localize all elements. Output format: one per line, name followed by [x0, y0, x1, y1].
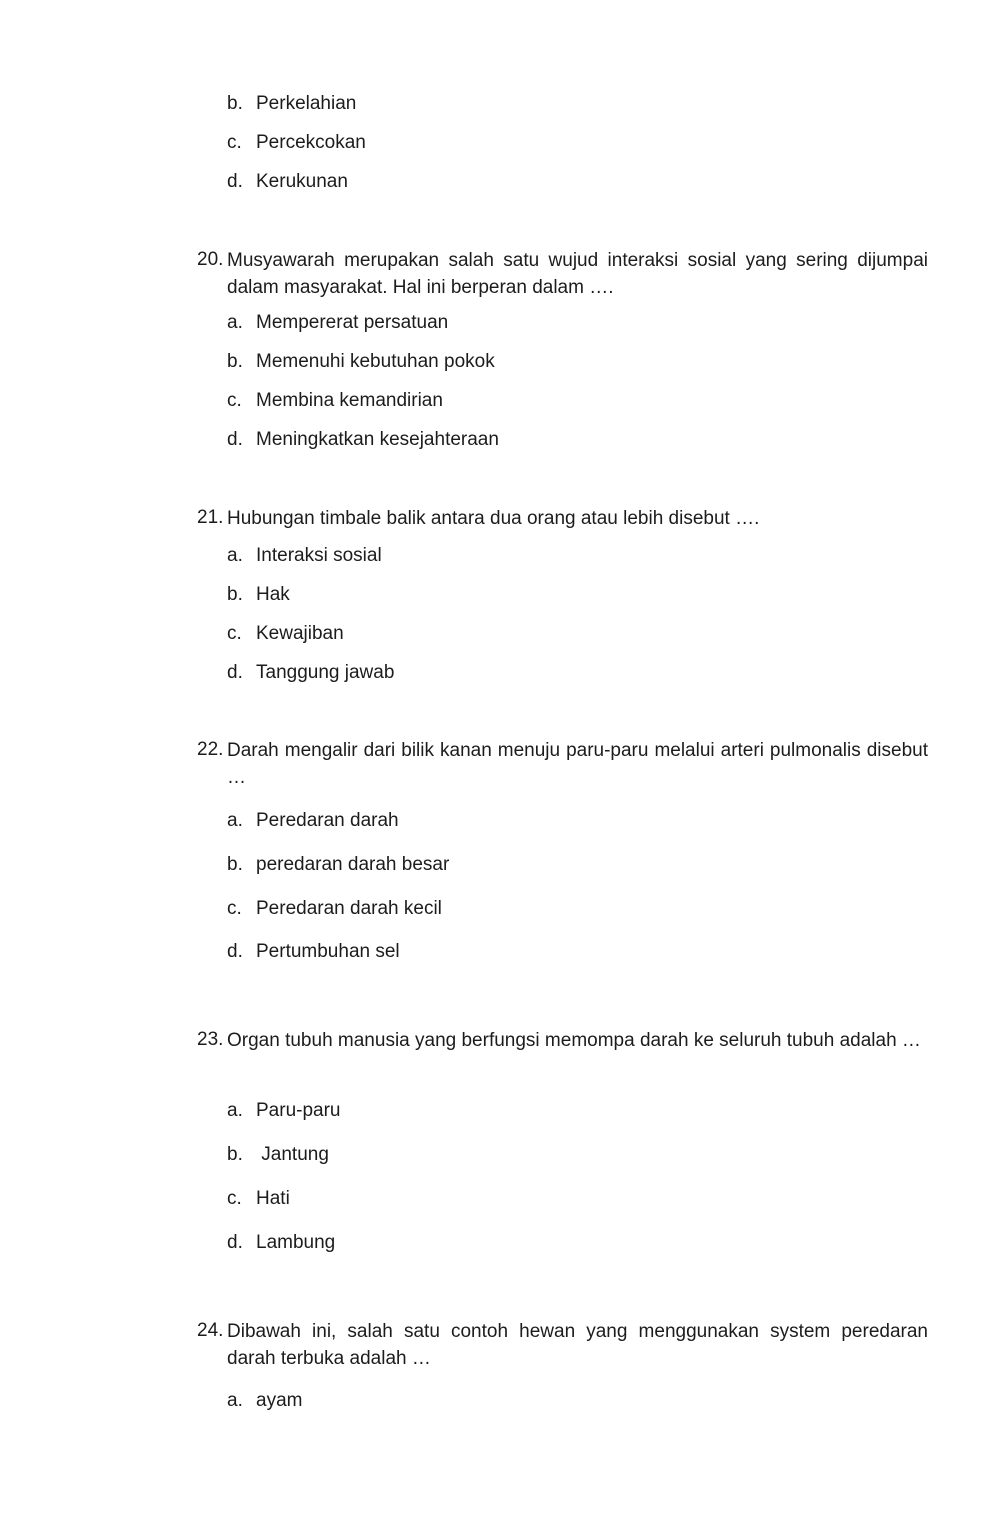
option-text: Lambung — [256, 1232, 336, 1253]
option-text: Mempererat persatuan — [256, 312, 449, 333]
option-letter: b. — [227, 1144, 243, 1165]
option-letter: d. — [227, 941, 243, 962]
option-item — [227, 660, 394, 686]
option-item — [227, 130, 366, 156]
question-20 — [197, 247, 928, 301]
option-text: peredaran darah besar — [256, 854, 450, 875]
question-text: Organ tubuh manusia yang berfungsi memompa darah ke seluruh tubuh adalah … — [227, 1030, 921, 1051]
option-text: Meningkatkan kesejahteraan — [256, 429, 499, 450]
option-letter: c. — [227, 390, 242, 411]
option-item — [227, 1142, 329, 1168]
option-letter: d. — [227, 171, 243, 192]
option-text: Memenuhi kebutuhan pokok — [256, 351, 495, 372]
option-text: Interaksi sosial — [256, 545, 382, 566]
option-item — [227, 582, 290, 608]
option-text: Pertumbuhan sel — [256, 941, 400, 962]
option-item — [227, 1388, 302, 1414]
option-item — [227, 1098, 341, 1124]
option-letter: b. — [227, 93, 243, 114]
option-letter: c. — [227, 132, 242, 153]
question-22 — [197, 737, 928, 791]
option-text: Jantung — [256, 1144, 329, 1165]
option-letter: b. — [227, 584, 243, 605]
option-item — [227, 939, 400, 965]
question-24 — [197, 1318, 928, 1372]
option-item — [227, 388, 443, 414]
option-letter: b. — [227, 351, 243, 372]
option-item — [227, 621, 344, 647]
option-letter: b. — [227, 854, 243, 875]
option-text: Tanggung jawab — [256, 662, 395, 683]
option-text: ayam — [256, 1390, 303, 1411]
option-letter: a. — [227, 810, 243, 831]
option-item — [227, 852, 449, 878]
option-letter: d. — [227, 429, 243, 450]
question-23 — [197, 1027, 928, 1054]
question-number: 22. — [197, 739, 224, 760]
option-text: Kerukunan — [256, 171, 348, 192]
option-item — [227, 349, 495, 375]
option-item — [227, 91, 356, 117]
option-item — [227, 169, 348, 195]
question-number: 23. — [197, 1029, 224, 1050]
option-letter: c. — [227, 1188, 242, 1209]
option-text: Membina kemandirian — [256, 390, 443, 411]
option-item — [227, 1230, 335, 1256]
option-item — [227, 543, 382, 569]
option-text: Hak — [256, 584, 290, 605]
question-text: Darah mengalir dari bilik kanan menuju paru-paru melalui arteri pulmonalis disebut … — [227, 740, 928, 788]
option-item — [227, 896, 442, 922]
option-letter: a. — [227, 1100, 243, 1121]
option-item — [227, 427, 499, 453]
question-text: Dibawah ini, salah satu contoh hewan yang menggunakan system peredaran darah terbuka adalah … — [227, 1321, 928, 1369]
option-letter: c. — [227, 623, 242, 644]
option-item — [227, 310, 448, 336]
option-letter: d. — [227, 662, 243, 683]
option-item — [227, 808, 399, 834]
question-number: 20. — [197, 249, 224, 270]
question-21 — [197, 505, 928, 532]
option-letter: a. — [227, 545, 243, 566]
option-letter: c. — [227, 898, 242, 919]
option-text: Hati — [256, 1188, 290, 1209]
question-text: Hubungan timbale balik antara dua orang atau lebih disebut …. — [227, 508, 760, 529]
option-text: Peredaran darah — [256, 810, 399, 831]
option-item — [227, 1186, 290, 1212]
option-text: Paru-paru — [256, 1100, 341, 1121]
question-number: 24. — [197, 1320, 224, 1341]
option-text: Percekcokan — [256, 132, 366, 153]
question-number: 21. — [197, 507, 224, 528]
option-text: Peredaran darah kecil — [256, 898, 442, 919]
option-letter: d. — [227, 1232, 243, 1253]
question-text: Musyawarah merupakan salah satu wujud interaksi sosial yang sering dijumpai dalam masyarakat. Hal ini berperan dalam …. — [227, 250, 928, 298]
option-letter: a. — [227, 312, 243, 333]
option-text: Kewajiban — [256, 623, 344, 644]
option-letter: a. — [227, 1390, 243, 1411]
option-text: Perkelahian — [256, 93, 357, 114]
